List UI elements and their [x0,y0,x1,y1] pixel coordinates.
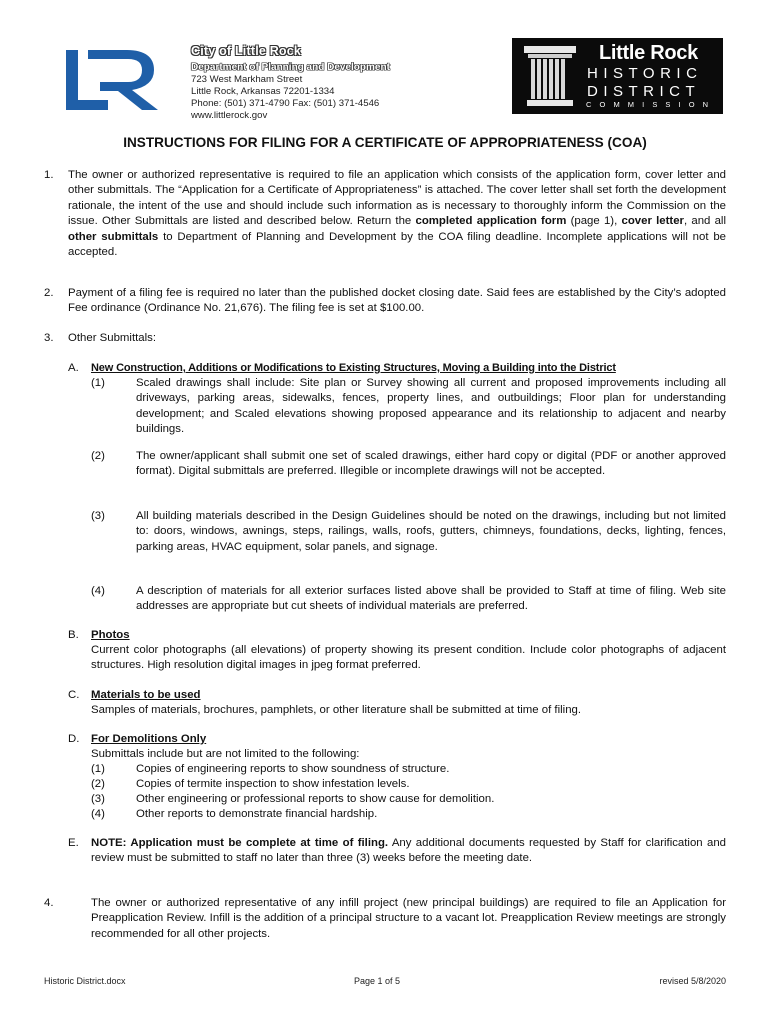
section-d-heading: For Demolitions Only [91,733,207,745]
website: www.littlerock.gov [191,110,268,121]
section-c-letter: C. [68,689,80,701]
item-1-bold-form: completed application form [415,215,567,228]
city-name: City of Little Rock [191,44,302,58]
item-2-number: 2. [44,287,54,299]
item-3-number: 3. [44,332,54,344]
section-e-text [91,836,726,867]
section-a-item-3-number: (3) [91,510,105,522]
footer-filename: Historic District.docx [44,976,126,986]
footer-revision: revised 5/8/2020 [659,976,726,986]
section-d-item-2-text: Copies of termite inspection to show infestation levels. [136,778,410,790]
section-a-item-1-number: (1) [91,377,105,389]
item-1-bold-cover: cover letter [621,215,684,228]
section-a-item-3-text: All building materials described in the Design Guidelines should be noted on the drawings, including but not limited to: doors, windows, awnings, steps, railings, walls, roofs, gutters, chimneys, foundations, decks, lighting, fences, parking areas, HVAC equipment, solar panels, and signage. [136,510,726,553]
item-1-text [68,168,726,260]
item-4-number: 4. [44,897,54,909]
address-city: Little Rock, Arkansas 72201-1334 [191,86,335,97]
item-1-text-d: to Department of Planning and Development by the COA filing deadline. Incomplete applications will not be accepted. [68,230,726,259]
item-1-text-c: , and all [683,215,726,228]
item-1-number: 1. [44,169,54,181]
item-1-text-a: The owner or authorized representative is required to file an application which consists of the application form, cover letter and other submittals. The “Application for a Certificate of Appropriateness” is attached. The cover letter shall set forth the development rationale, the intent of the use and should include such information as is necessary to thoroughly inform the Commission on the issue. Other Submittals are listed and described below. Return the [68,169,726,228]
column-icon [522,44,578,108]
section-d-item-4-number: (4) [91,808,105,820]
section-a-item-4-number: (4) [91,585,105,597]
section-e-letter: E. [68,837,79,849]
item-1-text-b: (page 1), [566,215,622,228]
section-d-item-2-number: (2) [91,778,105,790]
item-2-text: Payment of a filing fee is required no later than the published docket closing date. Said fees are established by the City’s adopted Fee ordinance (Ordinance No. 21,676). The filing fee is set at $100.00. [68,287,726,315]
section-e-body: Any additional documents requested by Staff for clarification and review must be submitted to staff no later than three (3) weeks before the meeting date. [91,837,726,865]
item-1-bold-other: other submittals [68,230,159,243]
hdc-historic: HISTORIC [587,65,703,82]
section-d-item-3-number: (3) [91,793,105,805]
section-d-item-4-text: Other reports to demonstrate financial hardship. [136,808,378,820]
section-e-note: NOTE: Application must be complete at time of filing. [91,837,389,849]
section-d-letter: D. [68,733,80,745]
section-a-heading: New Construction, Additions or Modifications to Existing Structures, Moving a Building into the District [91,362,616,374]
lr-logo-icon [58,44,162,112]
section-a-letter: A. [68,362,79,374]
hdc-commission: COMMISSION [586,100,717,109]
phone-fax: Phone: (501) 371-4790 Fax: (501) 371-4546 [191,98,380,109]
section-a-item-2-number: (2) [91,450,105,462]
page-title: INSTRUCTIONS FOR FILING FOR A CERTIFICATE OF APPROPRIATENESS (COA) [123,135,647,150]
item-3-text: Other Submittals: [68,332,156,344]
section-b-text: Current color photographs (all elevations) of property showing its present condition. Include color photographs of adjacent structures. High resolution digital images in jpeg format preferred. [91,644,726,672]
section-c-heading: Materials to be used [91,689,201,701]
section-d-item-1-text: Copies of engineering reports to show soundness of structure. [136,763,450,775]
section-c-text: Samples of materials, brochures, pamphlets, or other literature shall be submitted at time of filing. [91,704,582,716]
section-d-item-3-text: Other engineering or professional reports to show cause for demolition. [136,793,495,805]
section-a-item-1-text: Scaled drawings shall include: Site plan or Survey showing all current and proposed improvements including all driveways, parking areas, sidewalks, fences, property lines, and outbuildings; Floor plan for understanding development; and Scaled elevations showing proposed appearance and its relationship to adjacent and nearby buildings. [136,377,726,436]
section-a-item-2-text: The owner/applicant shall submit one set of scaled drawings, either hard copy or digital (PDF or another approved format). Digital submittals are preferred. Illegible or incomplete drawings will not be accepted. [136,450,726,478]
footer-page-number: Page 1 of 5 [354,976,401,986]
address-street: 723 West Markham Street [191,74,303,85]
section-d-item-1-number: (1) [91,763,105,775]
section-d-intro: Submittals include but are not limited to the following: [91,748,360,760]
section-a-item-4-text: A description of materials for all exterior surfaces listed above shall be provided to Staff at time of filing. Web site addresses are appropriate but cut sheets of individual materials are preferred. [136,585,726,613]
hdc-name: Little Rock [599,42,698,64]
section-b-heading: Photos [91,629,130,641]
department-name: Department of Planning and Development [191,62,390,73]
hdc-district: DISTRICT [587,83,701,100]
item-4-text: The owner or authorized representative of any infill project (new principal buildings) are required to file an Application for Preapplication Review. Infill is the addition of a principal structure to a vacant lot. Preapplication Review meetings are strongly recommended for all other projects. [91,897,726,940]
section-b-letter: B. [68,629,79,641]
